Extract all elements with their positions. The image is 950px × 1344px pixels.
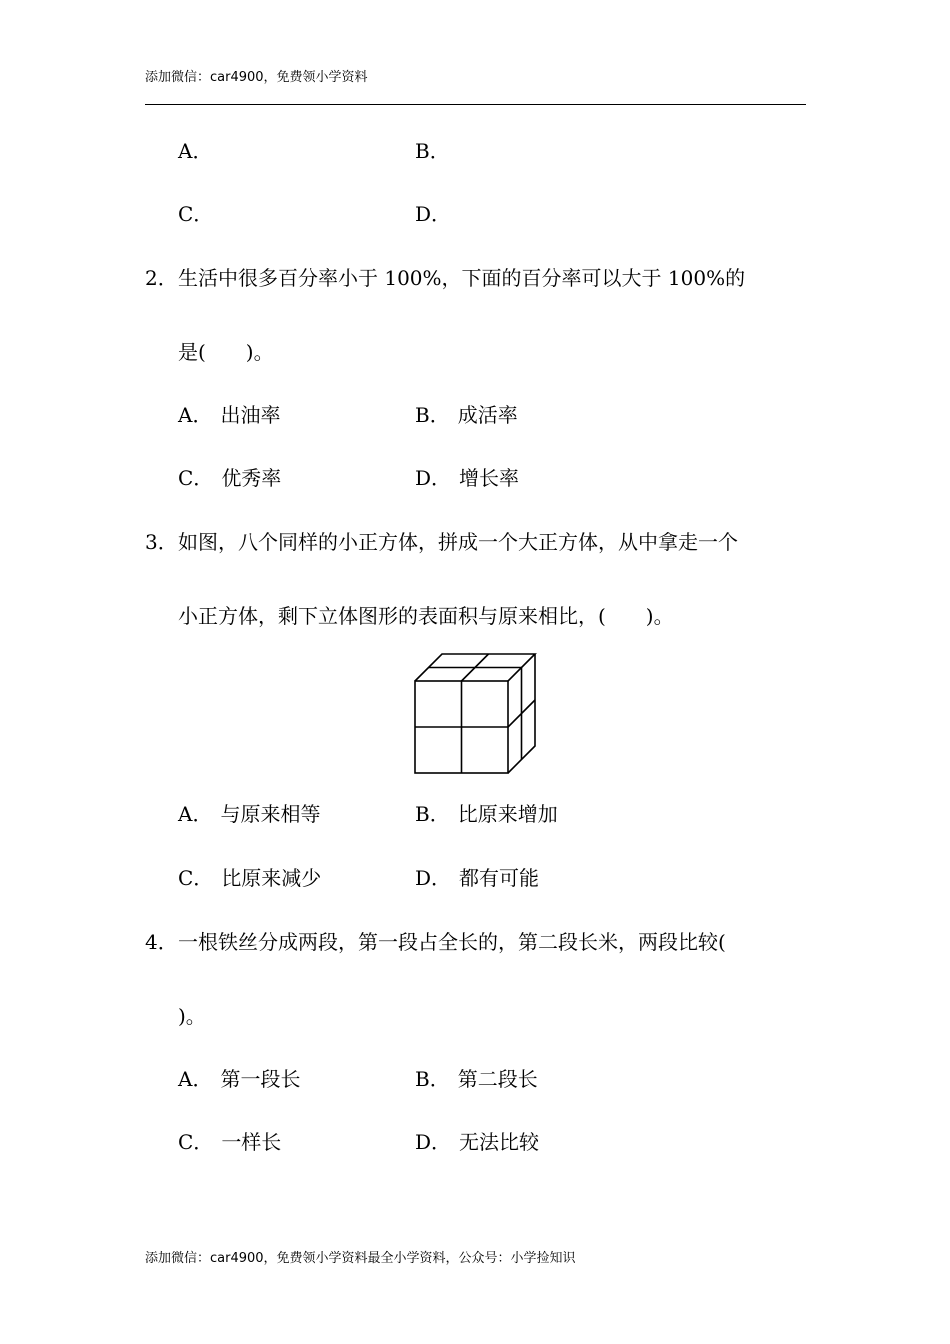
option-text: 比原来增加 (457, 802, 558, 826)
question-number: 4． (145, 930, 178, 954)
page-footer-text: 添加微信：car4900，免费领小学资料最全小学资料，公众号：小学捡知识 (145, 1251, 576, 1266)
q2-stem-text: 生活中很多百分率小于 100%，下面的百分率可以大于 100%的 (178, 266, 746, 290)
q3-option-d (415, 864, 539, 892)
option-label: B． (415, 139, 450, 163)
q3-stem-text: 如图，八个同样的小正方体，拼成一个大正方体，从中拿走一个 (178, 530, 738, 554)
q1-option-b (415, 137, 458, 165)
page-header-text: 添加微信：car4900，免费领小学资料 (145, 70, 368, 85)
q3-option-a (178, 800, 320, 828)
q2-stem-line1 (145, 264, 745, 292)
option-text: 一样长 (221, 1130, 282, 1154)
option-text: 优秀率 (221, 466, 282, 490)
option-text: 成活率 (457, 403, 518, 427)
option-label: A． (178, 139, 213, 163)
q2-option-a (178, 401, 280, 429)
option-label: C． (178, 866, 214, 890)
q2-stem-line2: 是( )。 (178, 340, 274, 364)
option-text: 增长率 (459, 466, 520, 490)
option-text: 第二段长 (457, 1067, 538, 1091)
q2-option-d (415, 464, 519, 492)
option-label: B． (415, 403, 450, 427)
option-label: B． (415, 1067, 450, 1091)
q3-stem-line2: 小正方体，剩下立体图形的表面积与原来相比，( )。 (178, 604, 674, 628)
q4-stem-text: 一根铁丝分成两段，第一段占全长的，第二段长米，两段比较( (178, 930, 726, 954)
option-label: C． (178, 1130, 214, 1154)
q4-option-d (415, 1128, 539, 1156)
q3-option-b (415, 800, 558, 828)
option-text: 无法比较 (459, 1130, 540, 1154)
option-label: C． (178, 466, 214, 490)
question-number: 3． (145, 530, 178, 554)
q1-option-d (415, 200, 459, 228)
q4-option-b (415, 1065, 538, 1093)
option-label: D． (415, 1130, 452, 1154)
header-divider (145, 104, 806, 105)
option-text: 与原来相等 (220, 802, 321, 826)
q1-option-a (178, 137, 220, 165)
option-label: B． (415, 802, 450, 826)
q2-option-c (178, 464, 281, 492)
option-label: D． (415, 202, 452, 226)
q4-option-c (178, 1128, 281, 1156)
option-text: 都有可能 (459, 866, 540, 890)
q4-stem-line1 (145, 928, 726, 956)
option-label: D． (415, 466, 452, 490)
q4-stem-line2: )。 (178, 1004, 206, 1028)
q3-stem-line1 (145, 528, 738, 556)
option-label: A． (178, 403, 213, 427)
option-text: 比原来减少 (221, 866, 322, 890)
option-label: A． (178, 802, 213, 826)
option-label: C． (178, 202, 214, 226)
option-text: 第一段长 (220, 1067, 301, 1091)
q4-option-a (178, 1065, 300, 1093)
q2-option-b (415, 401, 518, 429)
option-label: A． (178, 1067, 213, 1091)
option-label: D． (415, 866, 452, 890)
q3-option-c (178, 864, 321, 892)
option-text: 出油率 (220, 403, 281, 427)
q1-option-c (178, 200, 221, 228)
cube-figure (413, 652, 539, 776)
question-number: 2． (145, 266, 178, 290)
